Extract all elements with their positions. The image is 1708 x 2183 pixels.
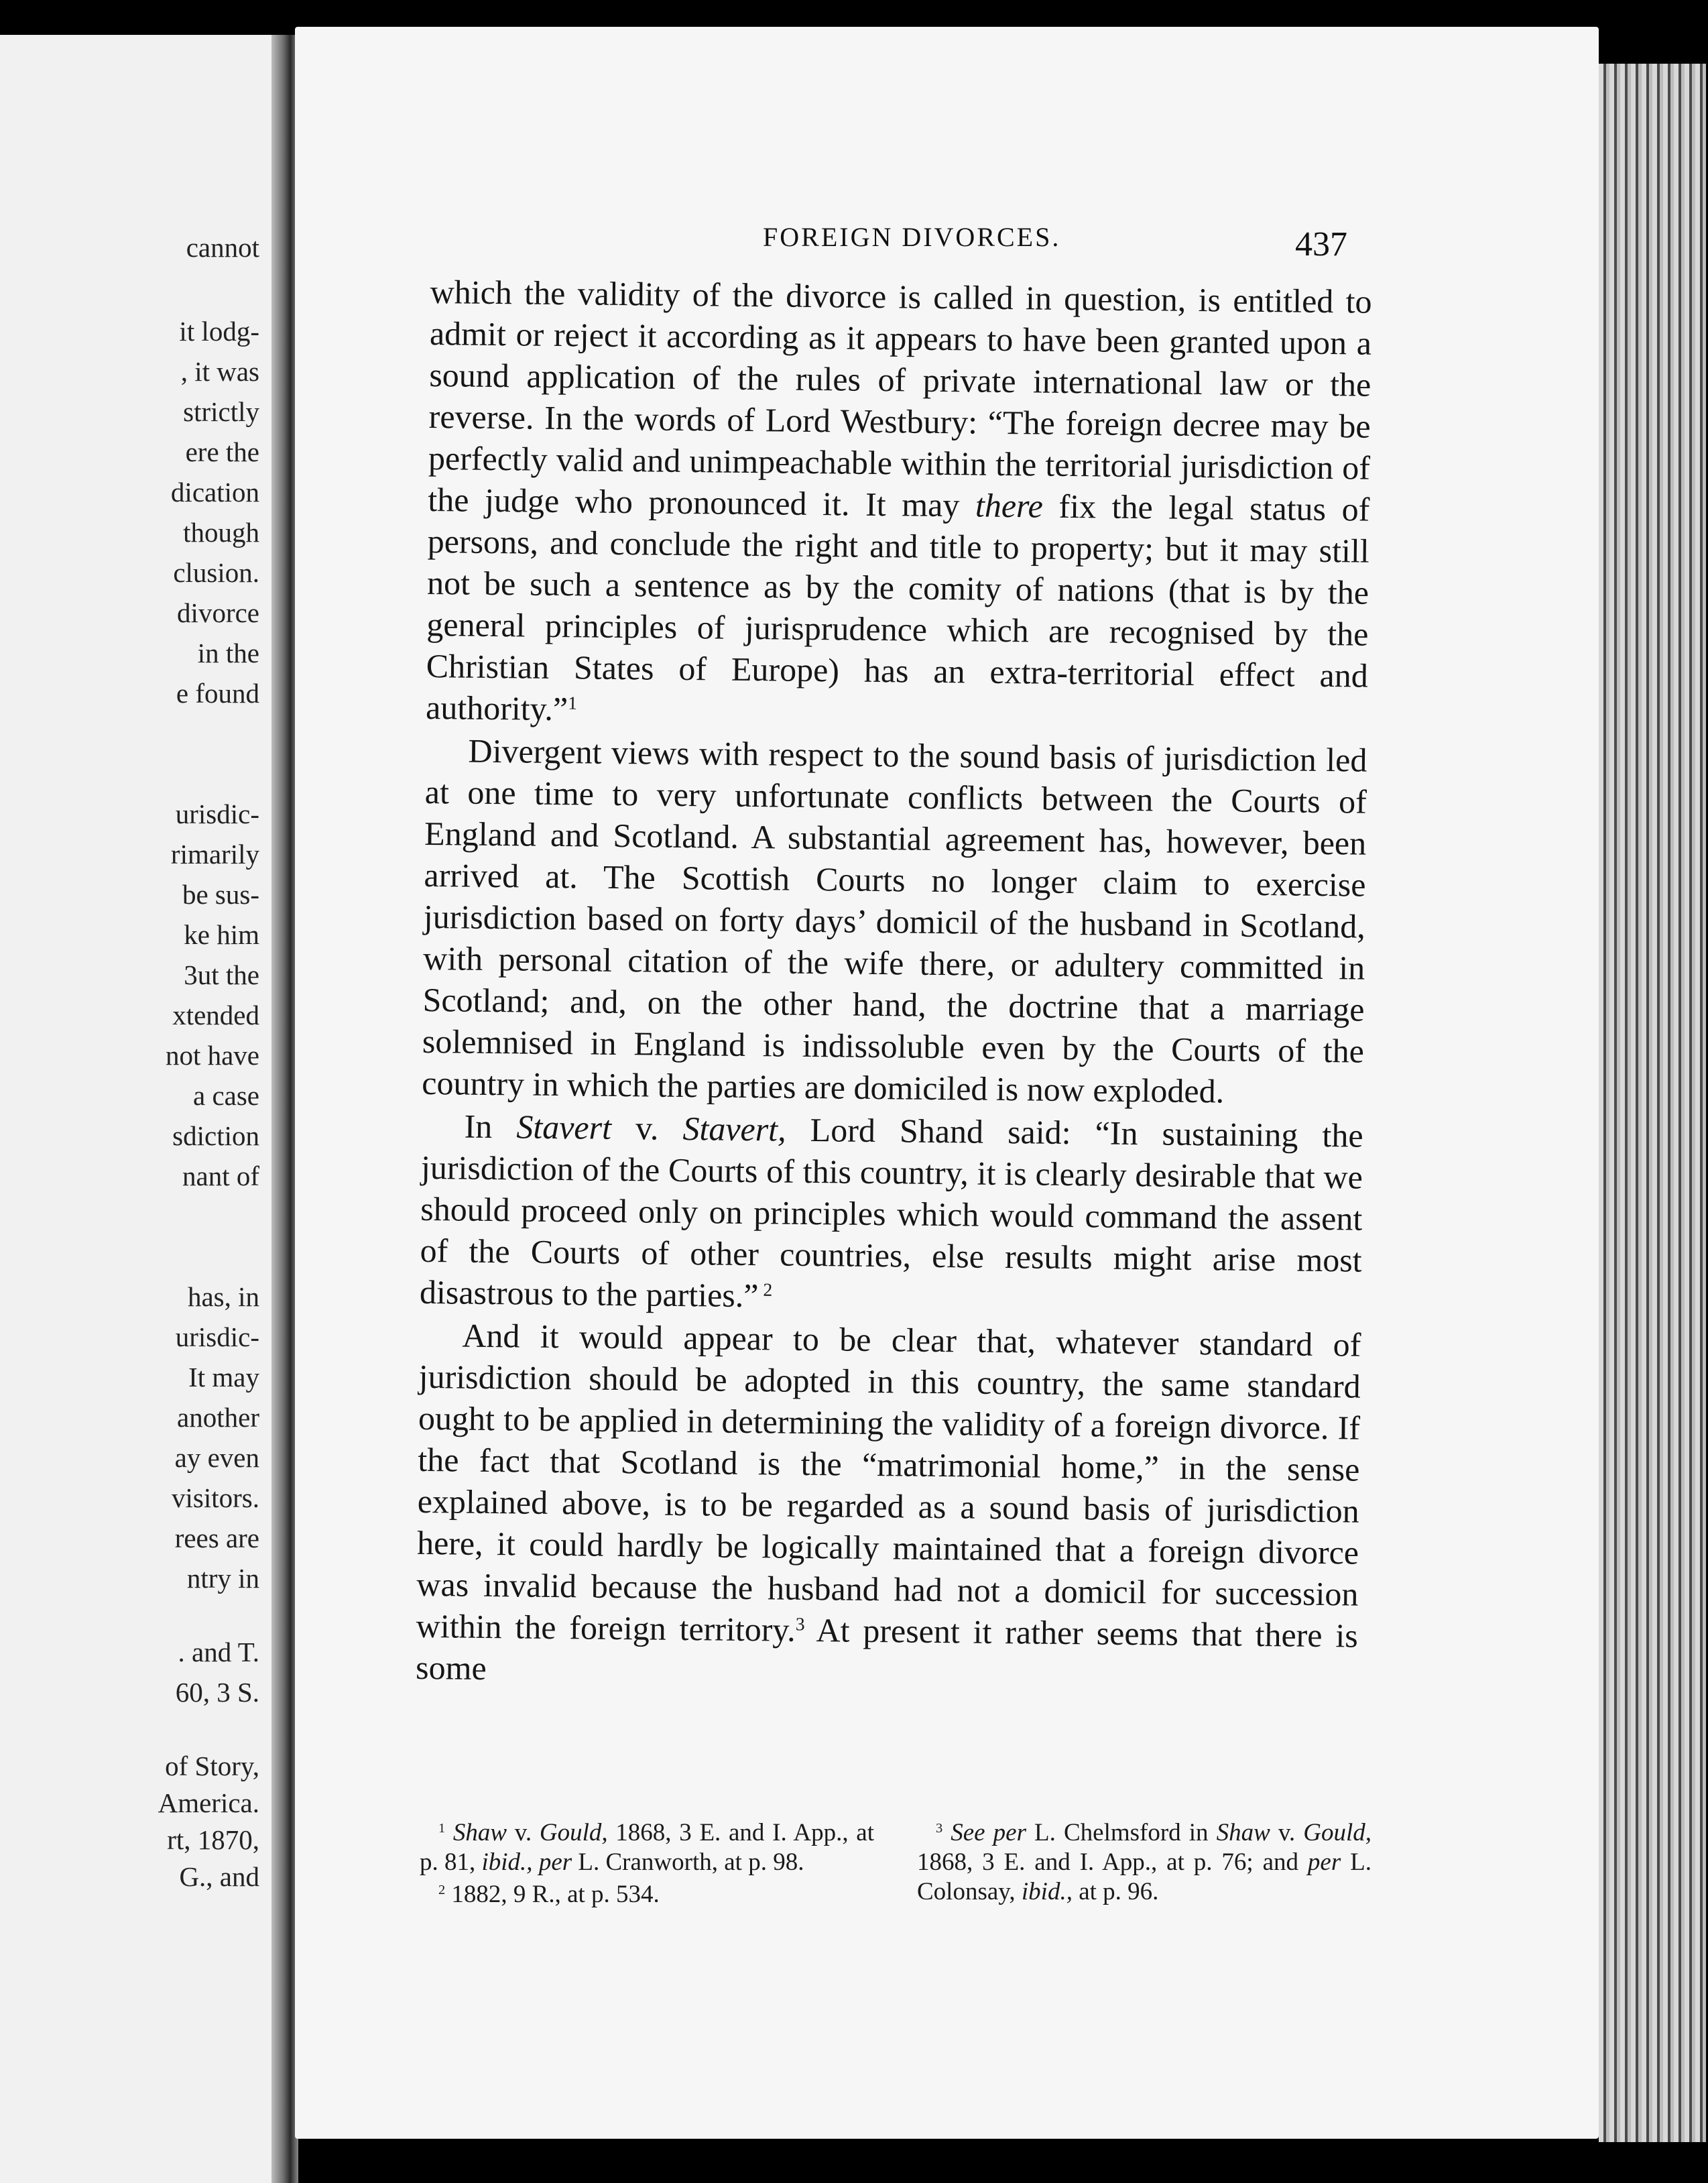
running-head: FOREIGN DIVORCES. <box>763 222 1061 252</box>
text-run: L. Cranworth, at p. 98. <box>572 1848 804 1876</box>
italic-text: Gould, <box>1303 1819 1371 1846</box>
italic-text: See per <box>951 1819 1026 1846</box>
paragraph <box>422 729 1367 1114</box>
facing-page-text-fragment: in the <box>197 638 259 668</box>
facing-page-text-fragment: , it was <box>180 356 259 387</box>
facing-page-text-fragment: sdiction <box>172 1120 259 1151</box>
facing-page-text-fragment: dication <box>170 477 259 508</box>
italic-text: Shaw <box>452 1819 507 1846</box>
facing-page-text-fragment: strictly <box>183 396 259 427</box>
facing-page-text-fragment: it lodg- <box>179 316 259 347</box>
facing-page-text-fragment: 60, 3 S. <box>175 1677 259 1708</box>
page-edges <box>1599 64 1706 2142</box>
footnote <box>420 1818 874 1877</box>
text-run: fix the legal status of persons, and conclude the right and title to property; but it may still not be such a sentence as by the comity of nations (that is by the general principles of jurisprudence which are recognised by the Christian States of Europe) has an extra-territorial effect and authority.” <box>425 487 1370 728</box>
facing-page-text-fragment: though <box>183 517 259 548</box>
footnote-marker: 1 <box>568 692 578 713</box>
paragraph <box>420 1105 1363 1323</box>
facing-page-text-fragment: clusion. <box>173 557 259 588</box>
footnote-marker: 2 <box>758 1279 773 1300</box>
text-run <box>533 1848 539 1876</box>
footnotes-right-column <box>917 1818 1371 1912</box>
text-run: which the validity of the divorce is called in question, is entitled to admit or reject it according as it appears to have been granted upon a sound application of the rules of private international law or the reverse. In the words of Lord Westbury: “The foreign decree may be perfectly valid and unimpeachable within the territorial jurisdiction of the judge who pronounced it. It may <box>428 272 1372 524</box>
footnotes-left-column <box>420 1818 874 1912</box>
facing-page-text-fragment: cannot <box>186 232 259 263</box>
facing-page-text-fragment: G., and <box>179 1861 259 1892</box>
facing-page-text-fragment: a case <box>193 1080 259 1111</box>
facing-page-text-fragment: nant of <box>182 1161 259 1191</box>
italic-text: per <box>538 1848 572 1876</box>
facing-page-text-fragment: ke him <box>184 919 259 950</box>
italic-text: per <box>1307 1848 1341 1876</box>
paragraph <box>416 1314 1361 1698</box>
facing-page-text-fragment: of Story, <box>165 1751 259 1781</box>
footnote <box>917 1818 1371 1907</box>
facing-page-text-fragment: rt, 1870, <box>167 1824 259 1855</box>
italic-text: Gould, <box>539 1819 608 1846</box>
facing-page-text-fragment: another <box>177 1402 259 1433</box>
footnotes <box>420 1818 1371 1912</box>
facing-page-text-fragment: xtended <box>172 1000 259 1030</box>
italic-text: Shaw <box>1216 1819 1270 1846</box>
facing-page-fragment <box>0 35 271 2183</box>
facing-page-text-fragment: America. <box>158 1787 259 1818</box>
text-run: at p. 96. <box>1072 1878 1159 1905</box>
text-run: And it would appear to be clear that, whatever standard of jurisdiction should be adopted in this country, the same standard ought to be applied in determining the validity of a foreign divorce. If the fact that Scotland is the “matrimonial home,” in the sense explained above, is to be regarded as a sound basis of jurisdiction here, it could hardly be logically maintained that a foreign divorce was invalid because the husband had not a domicil for succession within the foreign territory. <box>416 1316 1361 1649</box>
facing-page-text-fragment: ere the <box>185 436 259 467</box>
facing-page-text-fragment: has, in <box>187 1281 259 1312</box>
text-run <box>942 1819 951 1846</box>
facing-page-text-fragment: urisdic- <box>175 799 259 829</box>
facing-page-text-fragment: rees are <box>174 1523 259 1553</box>
facing-page-text-fragment: urisdic- <box>175 1321 259 1352</box>
facing-page-text-fragment: visitors. <box>172 1482 259 1513</box>
text-run: v. <box>507 1819 540 1846</box>
facing-page-text-fragment: rimarily <box>170 839 259 870</box>
facing-page-text-fragment: ntry in <box>186 1563 259 1594</box>
text-run: L. Chelmsford in <box>1026 1819 1217 1846</box>
facing-page-text-fragment: It may <box>188 1362 259 1393</box>
facing-page-text-fragment: divorce <box>177 597 259 628</box>
page-number: 437 <box>1295 225 1347 263</box>
text-run: L. Colonsay, <box>917 1848 1371 1905</box>
paragraph <box>426 271 1372 738</box>
facing-page-text-fragment: ay even <box>174 1442 259 1473</box>
footnote-marker: 1 <box>438 1820 446 1836</box>
text-run: Lord Shand said: “In sustaining the jurisdiction of the Courts of this country, it is clearly desirable that we should proceed only on principles which would command the assent of the Courts of other countries, else results might arise most disastrous to the parties.” <box>419 1110 1363 1315</box>
text-run: 1868, 3 E. and I. App., at p. 81, <box>420 1819 875 1876</box>
text-run: 1882, 9 R., at p. 534. <box>445 1881 660 1908</box>
italic-text: ibid., <box>1021 1878 1073 1905</box>
body-text <box>416 271 1372 1698</box>
facing-page-text-fragment: 3ut the <box>184 959 259 990</box>
italic-text: there <box>975 486 1044 525</box>
footnote-marker: 2 <box>438 1882 446 1897</box>
text-run: 1868, 3 E. and I. App., at p. 76; and <box>917 1848 1308 1876</box>
text-run: Divergent views with respect to the sound basis of jurisdiction led at one time to very unfortunate conflicts between the Courts of England and Scotland. A substantial agreement has, however, been arrived at. The Scottish Courts no longer claim to exercise jurisdiction based on forty days’ domicil of the husband in Scotland, with personal citation of the wife there, or adultery committed in Scotland; and, on the other hand, the doctrine that a marriage solemnised in England is indissoluble even by the Courts of the country in which the parties are domiciled is now exploded. <box>422 731 1367 1110</box>
italic-text: Stavert, <box>682 1110 786 1148</box>
italic-text: Stavert <box>516 1108 612 1146</box>
text-run: At present it rather seems that there is some <box>415 1610 1359 1687</box>
footnote-marker: 3 <box>936 1820 943 1836</box>
book-gutter <box>271 35 298 2183</box>
facing-page-text-fragment: e found <box>176 678 259 709</box>
text-run <box>445 1819 453 1846</box>
footnote <box>420 1880 874 1909</box>
facing-page-text-fragment: not have <box>165 1040 259 1071</box>
facing-page-text-fragment: . and T. <box>178 1637 259 1667</box>
footnote-marker: 3 <box>795 1613 805 1635</box>
text-run: In <box>464 1107 517 1146</box>
facing-page-text-fragment: be sus- <box>182 879 259 910</box>
italic-text: ibid., <box>481 1848 533 1876</box>
text-run: v. <box>611 1108 683 1148</box>
text-run: v. <box>1270 1819 1304 1846</box>
